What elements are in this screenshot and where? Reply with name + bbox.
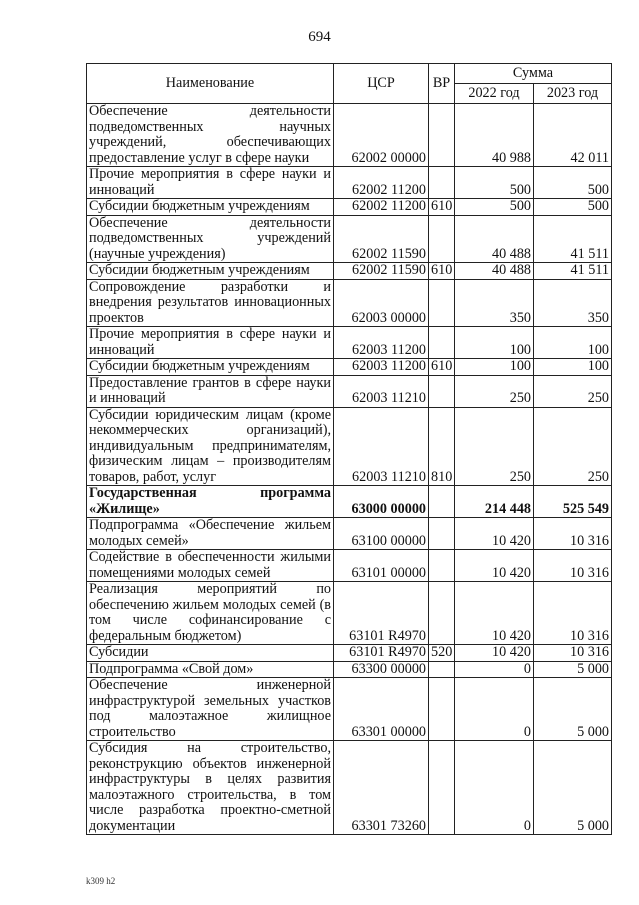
cell-csr: 63100 00000 (334, 518, 429, 550)
cell-csr: 62002 11200 (334, 167, 429, 199)
header-name: Наименование (87, 64, 334, 104)
cell-csr: 62003 00000 (334, 279, 429, 327)
cell-vr (429, 661, 455, 678)
header-vr: ВР (429, 64, 455, 104)
cell-2022: 250 (455, 407, 534, 486)
cell-name: Подпрограмма «Свой дом» (87, 661, 334, 678)
cell-2022: 10 420 (455, 550, 534, 582)
cell-vr (429, 104, 455, 167)
cell-vr (429, 167, 455, 199)
cell-2023: 250 (534, 375, 612, 407)
cell-csr: 63101 R4970 (334, 582, 429, 645)
cell-name: Субсидии бюджетным учреждениям (87, 263, 334, 280)
header-2022: 2022 год (455, 84, 534, 104)
cell-vr (429, 550, 455, 582)
cell-csr: 62003 11200 (334, 359, 429, 376)
cell-2022: 100 (455, 359, 534, 376)
cell-name: Субсидии бюджетным учреждениям (87, 199, 334, 216)
cell-2023: 250 (534, 407, 612, 486)
cell-2022: 100 (455, 327, 534, 359)
cell-2022: 250 (455, 375, 534, 407)
cell-name: Субсидии юридическим лицам (кроме некоммерческих организаций), индивидуальным предпринимателям, физическим лицам – производителям товаров, работ, услуг (87, 407, 334, 486)
cell-csr: 63000 00000 (334, 486, 429, 518)
cell-2023: 41 511 (534, 263, 612, 280)
cell-2022: 0 (455, 741, 534, 835)
cell-2022: 0 (455, 661, 534, 678)
cell-vr (429, 741, 455, 835)
table-row (87, 327, 612, 359)
cell-csr: 62003 11200 (334, 327, 429, 359)
table-row (87, 215, 612, 263)
cell-name: Сопровождение разработки и внедрения результатов инновационных проектов (87, 279, 334, 327)
cell-csr: 62002 11590 (334, 215, 429, 263)
cell-2023: 5 000 (534, 678, 612, 741)
cell-2023: 42 011 (534, 104, 612, 167)
cell-name: Государственная программа «Жилище» (87, 486, 334, 518)
cell-2022: 10 420 (455, 645, 534, 662)
footer-code: k309 h2 (86, 876, 116, 886)
cell-2022: 214 448 (455, 486, 534, 518)
cell-vr (429, 582, 455, 645)
cell-2022: 40 488 (455, 215, 534, 263)
cell-2023: 10 316 (534, 550, 612, 582)
cell-csr: 63300 00000 (334, 661, 429, 678)
cell-2023: 100 (534, 327, 612, 359)
cell-name: Субсидия на строительство, реконструкцию объектов инженерной инфраструктуры в целях развития малоэтажного строительства, в том числе разработка проектно-сметной документации (87, 741, 334, 835)
cell-vr: 810 (429, 407, 455, 486)
cell-2022: 40 488 (455, 263, 534, 280)
cell-vr: 610 (429, 199, 455, 216)
cell-2023: 350 (534, 279, 612, 327)
cell-vr (429, 375, 455, 407)
cell-vr: 520 (429, 645, 455, 662)
table-row (87, 741, 612, 835)
cell-csr: 62002 11590 (334, 263, 429, 280)
cell-csr: 62002 00000 (334, 104, 429, 167)
header-sum: Сумма (455, 64, 612, 84)
cell-2022: 40 988 (455, 104, 534, 167)
cell-name: Предоставление грантов в сфере науки и инноваций (87, 375, 334, 407)
table-row (87, 407, 612, 486)
table-row (87, 518, 612, 550)
table-row (87, 486, 612, 518)
cell-2023: 500 (534, 167, 612, 199)
cell-2023: 5 000 (534, 661, 612, 678)
cell-name: Прочие мероприятия в сфере науки и инноваций (87, 327, 334, 359)
cell-2023: 100 (534, 359, 612, 376)
cell-2023: 5 000 (534, 741, 612, 835)
cell-name: Прочие мероприятия в сфере науки и инноваций (87, 167, 334, 199)
table-row (87, 199, 612, 216)
cell-2022: 10 420 (455, 518, 534, 550)
table-row (87, 645, 612, 662)
table-row (87, 375, 612, 407)
cell-2022: 0 (455, 678, 534, 741)
cell-vr (429, 678, 455, 741)
cell-2023: 10 316 (534, 645, 612, 662)
cell-2023: 500 (534, 199, 612, 216)
table-row (87, 279, 612, 327)
cell-vr (429, 518, 455, 550)
cell-2022: 350 (455, 279, 534, 327)
table-row (87, 104, 612, 167)
header-2023: 2023 год (534, 84, 612, 104)
cell-csr: 63101 00000 (334, 550, 429, 582)
table-header (87, 64, 612, 104)
cell-vr (429, 279, 455, 327)
page-number: 694 (308, 29, 331, 45)
cell-name: Обеспечение деятельности подведомственных учреждений (научные учреждения) (87, 215, 334, 263)
cell-2023: 10 316 (534, 582, 612, 645)
cell-csr: 63101 R4970 (334, 645, 429, 662)
cell-vr (429, 327, 455, 359)
cell-name: Субсидии бюджетным учреждениям (87, 359, 334, 376)
cell-csr: 63301 00000 (334, 678, 429, 741)
cell-2022: 500 (455, 199, 534, 216)
cell-csr: 62003 11210 (334, 407, 429, 486)
table-row (87, 263, 612, 280)
cell-2022: 500 (455, 167, 534, 199)
cell-2023: 10 316 (534, 518, 612, 550)
table-row (87, 167, 612, 199)
cell-name: Обеспечение деятельности подведомственных научных учреждений, обеспечивающих предоставление услуг в сфере науки (87, 104, 334, 167)
cell-csr: 62003 11210 (334, 375, 429, 407)
cell-csr: 63301 73260 (334, 741, 429, 835)
cell-2022: 10 420 (455, 582, 534, 645)
cell-name: Обеспечение инженерной инфраструктурой земельных участков под малоэтажное жилищное строительство (87, 678, 334, 741)
table-body (87, 104, 612, 835)
table-row (87, 359, 612, 376)
cell-name: Субсидии (87, 645, 334, 662)
cell-vr (429, 215, 455, 263)
cell-2023: 41 511 (534, 215, 612, 263)
cell-name: Реализация мероприятий по обеспечению жильем молодых семей (в том числе софинансирование с федеральным бюджетом) (87, 582, 334, 645)
cell-name: Содействие в обеспеченности жилыми помещениями молодых семей (87, 550, 334, 582)
table-row (87, 550, 612, 582)
table-row (87, 582, 612, 645)
cell-vr: 610 (429, 359, 455, 376)
header-csr: ЦСР (334, 64, 429, 104)
table-row (87, 661, 612, 678)
cell-name: Подпрограмма «Обеспечение жильем молодых семей» (87, 518, 334, 550)
cell-vr (429, 486, 455, 518)
cell-2023: 525 549 (534, 486, 612, 518)
cell-vr: 610 (429, 263, 455, 280)
budget-table (86, 63, 612, 835)
table-row (87, 678, 612, 741)
cell-csr: 62002 11200 (334, 199, 429, 216)
